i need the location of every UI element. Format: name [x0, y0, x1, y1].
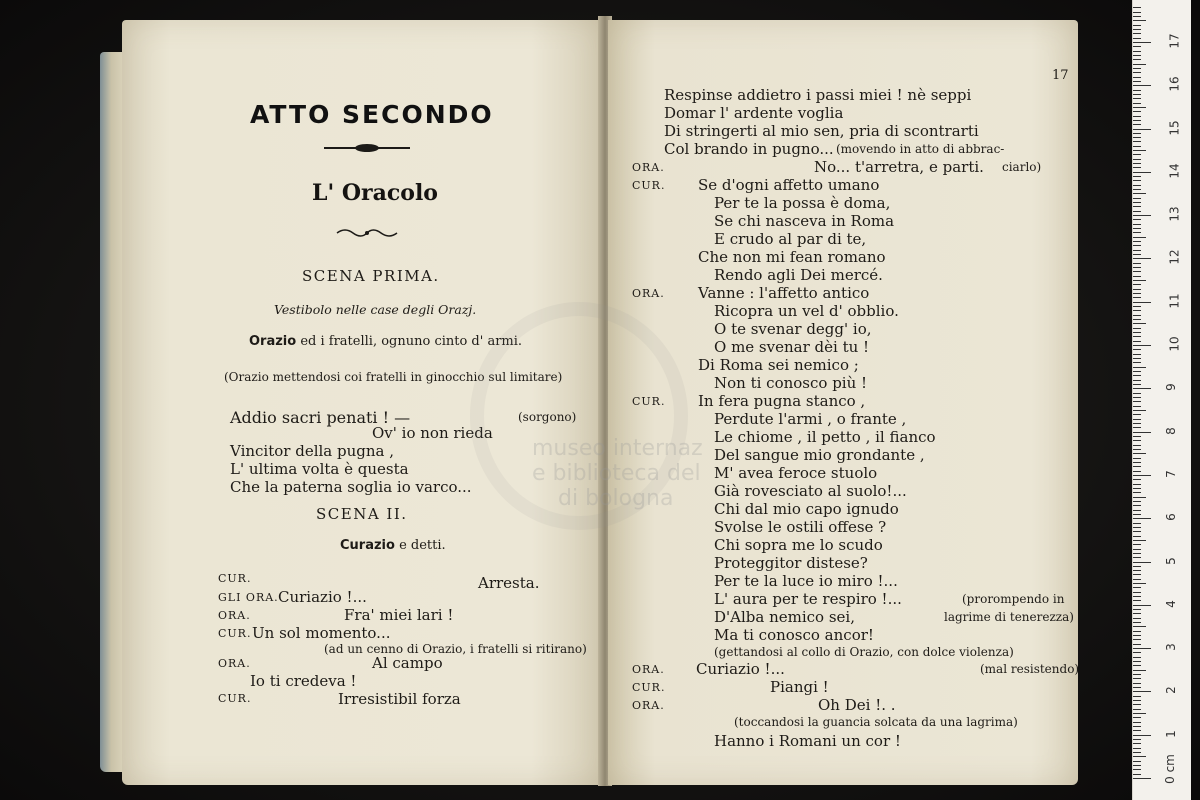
dialogue-line: Vanne : l'affetto antico — [698, 284, 870, 302]
stage-direction: ciarlo) — [1002, 160, 1042, 174]
ruler-number: 14 — [1167, 163, 1182, 179]
ruler-tick — [1133, 574, 1141, 575]
ruler-tick — [1133, 600, 1141, 601]
open-book — [100, 12, 1100, 782]
ruler-tick — [1133, 557, 1141, 558]
verse-line: Ov' io non rieda — [372, 424, 493, 442]
scene-setting: Vestibolo nelle case degli Orazj. — [274, 302, 477, 317]
stage-direction: (sorgono) — [518, 410, 577, 424]
dialogue-line: Di Roma sei nemico ; — [698, 356, 859, 374]
ruler-tick — [1133, 587, 1141, 588]
ruler-tick — [1133, 735, 1151, 736]
ruler-tick — [1133, 722, 1141, 723]
ruler-tick — [1133, 388, 1151, 389]
ruler-number: 7 — [1163, 470, 1178, 478]
ruler-tick — [1133, 652, 1141, 653]
ruler-tick — [1133, 644, 1141, 645]
ruler-tick — [1133, 687, 1141, 688]
ruler-tick — [1133, 271, 1141, 272]
dialogue-line: E crudo al par di te, — [714, 230, 867, 248]
watermark-line: e biblioteca del — [532, 461, 701, 486]
ruler-tick — [1133, 77, 1141, 78]
ruler-number: 16 — [1167, 76, 1182, 92]
ruler-tick — [1133, 68, 1141, 69]
ruler-tick — [1133, 306, 1141, 307]
dialogue-line: No... t'arretra, e parti. — [814, 158, 984, 176]
ruler-tick — [1133, 193, 1146, 194]
ruler-tick — [1133, 691, 1151, 692]
ruler-tick — [1133, 492, 1141, 493]
ruler-tick — [1133, 328, 1141, 329]
ruler-tick — [1133, 280, 1146, 281]
speaker-label: ORA. — [632, 287, 665, 300]
ruler-tick — [1133, 419, 1141, 420]
dialogue-line: Se d'ogni affetto umano — [698, 176, 880, 194]
dialogue-line: Curiazio !... — [696, 660, 785, 678]
ruler-tick — [1133, 527, 1141, 528]
ruler-tick — [1133, 765, 1141, 766]
verse-line: L' ultima volta è questa — [230, 460, 409, 478]
dialogue-line: Svolse le ostili offese ? — [714, 518, 887, 536]
ruler-tick — [1133, 116, 1141, 117]
ruler-tick — [1133, 774, 1141, 775]
ruler-tick — [1133, 393, 1141, 394]
dialogue-line: Col brando in pugno... — [664, 140, 834, 158]
speaker-label: GLI ORA. — [218, 591, 279, 604]
dialogue-line: Non ti conosco più ! — [714, 374, 868, 392]
ruler-tick — [1133, 665, 1141, 666]
speaker-label: ORA. — [218, 609, 251, 622]
ruler-tick — [1133, 531, 1141, 532]
ruler-tick — [1133, 505, 1141, 506]
dialogue-line: Hanno i Romani un cor ! — [714, 732, 901, 750]
stage-direction: (prorompendo in — [962, 592, 1065, 606]
ruler-tick — [1133, 85, 1151, 86]
ruler-tick — [1133, 696, 1141, 697]
ruler-tick — [1133, 700, 1141, 701]
ruler-tick — [1133, 752, 1141, 753]
dialogue-line: Ricopra un vel d' obblio. — [714, 302, 899, 320]
ruler-tick — [1133, 514, 1141, 515]
ruler-tick — [1133, 159, 1141, 160]
ruler-tick — [1133, 133, 1141, 134]
ruler-tick — [1133, 501, 1141, 502]
stage-direction: (gettandosi al collo di Orazio, con dolce violenza) — [714, 645, 1014, 659]
dialogue-line: Domar l' ardente voglia — [664, 104, 844, 122]
ruler-tick — [1133, 453, 1146, 454]
ruler-tick — [1133, 761, 1141, 762]
ruler-tick — [1133, 198, 1141, 199]
ruler-tick — [1133, 449, 1141, 450]
ruler-tick — [1133, 180, 1141, 181]
ruler-number: 2 — [1163, 686, 1178, 695]
ruler-tick — [1133, 466, 1141, 467]
stage-direction: lagrime di tenerezza) — [944, 610, 1074, 624]
ruler-tick — [1133, 258, 1151, 259]
ruler-tick — [1133, 124, 1141, 125]
dialogue-line: Per te la luce io miro !... — [714, 572, 898, 590]
ruler-number: 12 — [1167, 249, 1182, 266]
ruler-tick — [1133, 120, 1141, 121]
ruler-number: 5 — [1163, 556, 1178, 565]
ruler-tick — [1133, 228, 1141, 229]
ruler-tick — [1133, 475, 1151, 476]
ruler-tick — [1133, 605, 1151, 606]
dialogue-line: Piangi ! — [770, 678, 829, 696]
ruler-number: 6 — [1163, 513, 1178, 522]
ruler-tick — [1133, 81, 1141, 82]
ruler-tick — [1133, 297, 1141, 298]
dialogue-line: Oh Dei !. . — [818, 696, 896, 714]
dialogue-line: Fra' miei lari ! — [344, 606, 454, 624]
ruler-number: 4 — [1163, 599, 1178, 608]
ruler-tick — [1133, 7, 1141, 8]
ruler-tick — [1133, 562, 1151, 563]
ruler-tick — [1133, 510, 1141, 511]
ruler-tick — [1133, 336, 1141, 337]
ruler-tick — [1133, 172, 1151, 173]
ruler-tick — [1133, 544, 1141, 545]
ruler-tick — [1133, 704, 1141, 705]
ruler-tick — [1133, 349, 1141, 350]
dialogue-line: In fera pugna stanco , — [698, 392, 866, 410]
ruler-tick — [1133, 549, 1141, 550]
ruler-tick — [1133, 613, 1141, 614]
character-name: Curazio — [340, 538, 395, 553]
ruler-tick — [1133, 670, 1146, 671]
stage-direction: (toccandosi la guancia solcata da una lagrima) — [734, 715, 1018, 729]
dialogue-line: O te svenar degg' io, — [714, 320, 872, 338]
dialogue-line: Un sol momento... — [252, 624, 391, 642]
ruler-tick — [1133, 176, 1141, 177]
ruler-tick — [1133, 245, 1141, 246]
ruler-tick — [1133, 154, 1141, 155]
ruler-tick — [1133, 462, 1141, 463]
ruler-tick — [1133, 436, 1141, 437]
ruler-number: 17 — [1167, 33, 1182, 49]
ruler-tick — [1133, 215, 1151, 216]
speaker-label: CUR. — [218, 692, 252, 705]
dialogue-line: Per te la possa è doma, — [714, 194, 891, 212]
dialogue-line: M' avea feroce stuolo — [714, 464, 878, 482]
dialogue-line: Già rovesciato al suolo!... — [714, 482, 907, 500]
ruler-tick — [1133, 488, 1141, 489]
watermark-line: museo internaz — [532, 436, 703, 461]
ruler-tick — [1133, 583, 1146, 584]
ruler-tick — [1133, 72, 1141, 73]
ruler-tick — [1133, 380, 1141, 381]
dialogue-line: Al campo — [372, 654, 443, 672]
dialogue-line: Rendo agli Dei mercé. — [714, 266, 883, 284]
ruler-tick — [1133, 432, 1151, 433]
ruler-number: 15 — [1167, 119, 1182, 136]
ruler-tick — [1133, 302, 1151, 303]
ruler-tick — [1133, 29, 1141, 30]
page-number: 17 — [1052, 68, 1069, 83]
ruler-tick — [1133, 401, 1141, 402]
ruler-tick — [1133, 250, 1141, 251]
ruler-number: 13 — [1167, 206, 1182, 222]
stage-direction: (movendo in atto di abbrac- — [836, 142, 1005, 156]
ruler-tick — [1133, 553, 1141, 554]
watermark-line: di bologna — [558, 486, 674, 511]
characters-line — [340, 538, 446, 553]
ruler-tick — [1133, 90, 1141, 91]
ornament-rule-icon — [322, 142, 412, 154]
ruler-tick — [1133, 38, 1141, 39]
ruler-tick — [1133, 592, 1141, 593]
dialogue-line: Perdute l'armi , o frante , — [714, 410, 907, 428]
ruler-tick — [1133, 579, 1141, 580]
ruler-tick — [1133, 103, 1141, 104]
ruler-tick — [1133, 406, 1141, 407]
ruler-tick — [1133, 622, 1141, 623]
ruler-tick — [1133, 20, 1146, 21]
dialogue-line: D'Alba nemico sei, — [714, 608, 855, 626]
ruler-number: 1 — [1163, 729, 1178, 738]
ruler-tick — [1133, 458, 1141, 459]
ruler-tick — [1133, 635, 1141, 636]
dialogue-line: Di stringerti al mio sen, pria di scontrarti — [664, 122, 979, 140]
ruler-tick — [1133, 189, 1141, 190]
ruler-tick — [1133, 523, 1141, 524]
ruler-tick — [1133, 129, 1151, 130]
ruler-tick — [1133, 224, 1141, 225]
ruler-tick — [1133, 661, 1141, 662]
ruler-tick — [1133, 150, 1146, 151]
stage-direction: (ad un cenno di Orazio, i fratelli si ritirano) — [324, 642, 587, 656]
ruler-tick — [1133, 354, 1141, 355]
scene-one-title: SCENA PRIMA. — [302, 267, 440, 285]
ruler-tick — [1133, 730, 1141, 731]
ruler-tick — [1133, 566, 1141, 567]
ruler-tick — [1133, 55, 1141, 56]
dialogue-line: Chi sopra me lo scudo — [714, 536, 883, 554]
ruler-tick — [1133, 739, 1141, 740]
ruler-tick — [1133, 518, 1151, 519]
ruler-tick — [1133, 263, 1141, 264]
ruler-number: 10 — [1167, 336, 1182, 352]
ruler-tick — [1133, 484, 1141, 485]
ruler-tick — [1133, 536, 1141, 537]
ruler-tick — [1133, 639, 1141, 640]
ruler-tick — [1133, 94, 1141, 95]
ruler-tick — [1133, 16, 1141, 17]
speaker-label: CUR. — [632, 179, 666, 192]
ruler-tick — [1133, 241, 1141, 242]
ruler-tick — [1133, 163, 1141, 164]
ruler-tick — [1133, 232, 1141, 233]
ruler-tick — [1133, 267, 1141, 268]
scene-two-title: SCENA II. — [316, 505, 408, 523]
ruler-tick — [1133, 315, 1141, 316]
ruler-tick — [1133, 713, 1146, 714]
stage-direction: (mal resistendo) — [980, 662, 1080, 676]
ruler-tick — [1133, 98, 1141, 99]
ruler-tick — [1133, 289, 1141, 290]
ruler-tick — [1133, 167, 1141, 168]
ruler-unit-label: 0 cm — [1162, 754, 1177, 784]
dialogue-line: Se chi nasceva in Roma — [714, 212, 895, 230]
ruler-tick — [1133, 397, 1141, 398]
ruler-tick — [1133, 479, 1141, 480]
ruler-tick — [1133, 709, 1141, 710]
ruler-tick — [1133, 146, 1141, 147]
ruler-tick — [1133, 609, 1141, 610]
ruler-tick — [1133, 211, 1141, 212]
ruler-tick — [1133, 427, 1141, 428]
ruler-tick — [1133, 423, 1141, 424]
ruler-tick — [1133, 769, 1141, 770]
ruler-tick — [1133, 59, 1141, 60]
dialogue-line: Respinse addietro i passi miei ! nè seppi — [664, 86, 972, 104]
ruler-tick — [1133, 570, 1141, 571]
ruler-tick — [1133, 683, 1141, 684]
ruler-tick — [1133, 743, 1141, 744]
ruler-tick — [1133, 185, 1141, 186]
ruler-number: 3 — [1163, 643, 1178, 651]
ruler-tick — [1133, 345, 1151, 346]
characters-rest: ed i fratelli, ognuno cinto d' armi. — [300, 334, 523, 349]
speaker-label: ORA. — [632, 699, 665, 712]
dialogue-line: Proteggitor distese? — [714, 554, 868, 572]
speaker-label: CUR. — [218, 627, 252, 640]
ruler-tick — [1133, 323, 1146, 324]
ruler-tick — [1133, 410, 1146, 411]
ruler-tick — [1133, 440, 1141, 441]
ruler-tick — [1133, 362, 1141, 363]
ruler-tick — [1133, 371, 1141, 372]
ruler-tick — [1133, 626, 1146, 627]
dialogue-line: Irresistibil forza — [338, 690, 461, 708]
verse-line: Addio sacri penati ! — — [230, 408, 411, 427]
characters-rest: e detti. — [399, 538, 446, 553]
dialogue-line: Che non mi fean romano — [698, 248, 886, 266]
ruler-tick — [1133, 64, 1146, 65]
ruler-tick — [1133, 137, 1141, 138]
ruler-tick — [1133, 237, 1146, 238]
ruler-tick — [1133, 254, 1141, 255]
verse-line: Che la paterna soglia io varco... — [230, 478, 472, 496]
ruler-tick — [1133, 674, 1141, 675]
act-title: ATTO SECONDO — [250, 100, 494, 129]
ruler-tick — [1133, 46, 1141, 47]
watermark-text — [532, 436, 703, 511]
ornament-flourish-icon — [335, 227, 399, 239]
speaker-label: CUR. — [632, 395, 666, 408]
ruler-tick — [1133, 618, 1141, 619]
ruler-tick — [1133, 414, 1141, 415]
ruler-tick — [1133, 319, 1141, 320]
ruler-tick — [1133, 756, 1146, 757]
ruler-tick — [1133, 51, 1141, 52]
ruler-tick — [1133, 107, 1146, 108]
ruler-tick — [1133, 471, 1141, 472]
speaker-label: ORA. — [632, 161, 665, 174]
dialogue-line: Del sangue mio grondante , — [714, 446, 925, 464]
ruler-tick — [1133, 717, 1141, 718]
ruler-tick — [1133, 310, 1141, 311]
dialogue-line: Io ti credeva ! — [250, 672, 357, 690]
speaker-label: ORA. — [218, 657, 251, 670]
characters-line — [249, 334, 522, 349]
ruler-tick — [1133, 497, 1146, 498]
ruler-tick — [1133, 596, 1141, 597]
ruler-tick — [1133, 375, 1141, 376]
character-name: Orazio — [249, 334, 297, 349]
stage-direction: (Orazio mettendosi coi fratelli in ginocchio sul limitare) — [224, 370, 563, 384]
ruler-tick — [1133, 219, 1141, 220]
speaker-label: CUR. — [632, 681, 666, 694]
dialogue-line: Le chiome , il petto , il fianco — [714, 428, 936, 446]
scene-subtitle: L' Oracolo — [312, 180, 438, 206]
ruler-number: 11 — [1167, 293, 1182, 309]
ruler-tick — [1133, 202, 1141, 203]
ruler-tick — [1133, 111, 1141, 112]
measuring-ruler — [1132, 0, 1191, 800]
ruler-tick — [1133, 748, 1141, 749]
ruler-tick — [1133, 540, 1146, 541]
ruler-tick — [1133, 12, 1141, 13]
ruler-tick — [1133, 42, 1151, 43]
ruler-tick — [1133, 341, 1141, 342]
ruler-tick — [1133, 33, 1141, 34]
ruler-tick — [1133, 206, 1141, 207]
ruler-tick — [1133, 726, 1141, 727]
ruler-tick — [1133, 358, 1141, 359]
ruler-tick — [1133, 332, 1141, 333]
ruler-number: 8 — [1163, 426, 1178, 435]
ruler-tick — [1133, 778, 1151, 779]
ruler-tick — [1133, 445, 1141, 446]
ruler-tick — [1133, 25, 1141, 26]
dialogue-line: Chi dal mio capo ignudo — [714, 500, 899, 518]
speaker-label: ORA. — [632, 663, 665, 676]
dialogue-line: O me svenar dèi tu ! — [714, 338, 870, 356]
ruler-tick — [1133, 141, 1141, 142]
dialogue-line: Arresta. — [478, 574, 540, 592]
speaker-label: CUR. — [218, 572, 252, 585]
ruler-tick — [1133, 367, 1146, 368]
ruler-number: 9 — [1163, 383, 1178, 392]
ruler-tick — [1133, 678, 1141, 679]
ruler-tick — [1133, 631, 1141, 632]
ruler-tick — [1133, 648, 1151, 649]
verse-line: Vincitor della pugna , — [230, 442, 395, 460]
ruler-tick — [1133, 384, 1141, 385]
dialogue-line: L' aura per te respiro !... — [714, 590, 902, 608]
ruler-tick — [1133, 657, 1141, 658]
ruler-tick — [1133, 293, 1141, 294]
ruler-tick — [1133, 284, 1141, 285]
dialogue-line: Ma ti conosco ancor! — [714, 626, 874, 644]
dialogue-line: Curiazio !... — [278, 588, 367, 606]
ruler-tick — [1133, 276, 1141, 277]
